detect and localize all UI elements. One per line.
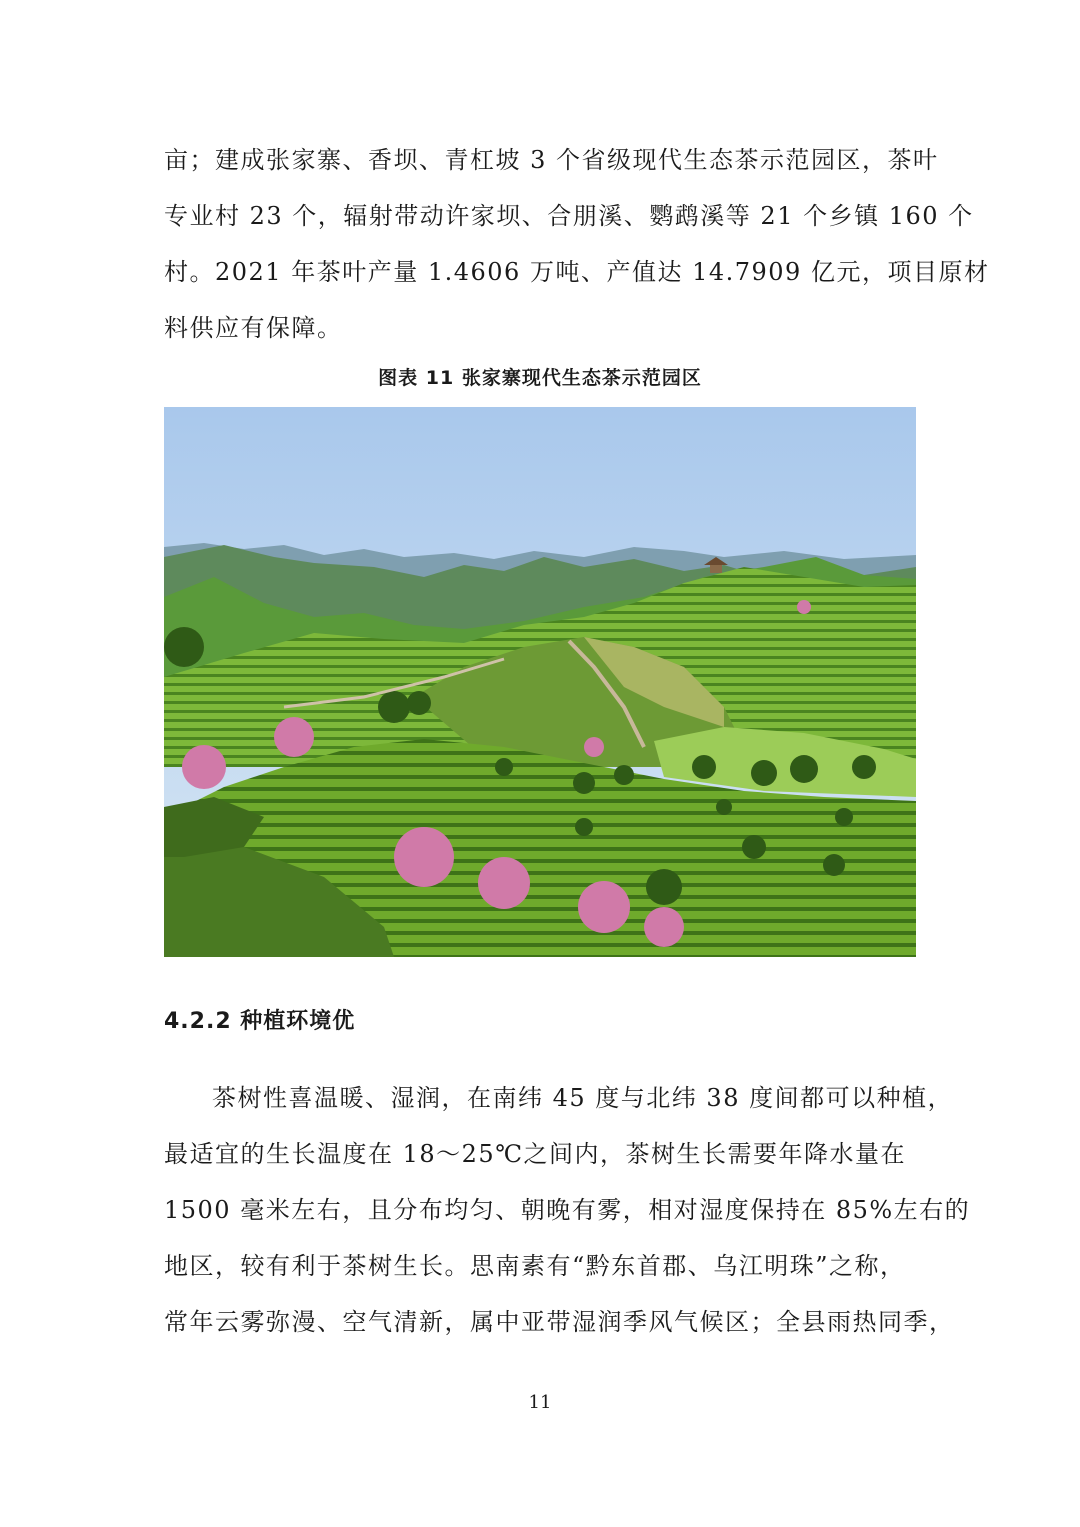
intro-paragraph [164, 132, 990, 356]
paragraph-line: 1500 毫米左右，且分布均匀、朝晚有雾，相对湿度保持在 85%左右的 [164, 1196, 971, 1224]
paragraph-line: 料供应有保障。 [164, 314, 343, 342]
section-paragraph [164, 1070, 971, 1350]
paragraph-line: 专业村 23 个，辐射带动许家坝、合朋溪、鹦鹉溪等 21 个乡镇 160 个 [164, 202, 974, 230]
paragraph-line: 常年云雾弥漫、空气清新，属中亚带湿润季风气候区；全县雨热同季， [164, 1308, 955, 1336]
paragraph-line: 茶树性喜温暖、湿润，在南纬 45 度与北纬 38 度间都可以种植， [212, 1084, 954, 1112]
paragraph-line: 地区，较有利于茶树生长。思南素有“黔东首郡、乌江明珠”之称， [164, 1252, 906, 1280]
figure-caption: 图表 11 张家寨现代生态茶示范园区 [378, 367, 702, 389]
paragraph-line: 亩；建成张家寨、香坝、青杠坡 3 个省级现代生态茶示范园区，茶叶 [164, 146, 939, 174]
page-number: 11 [528, 1392, 552, 1413]
section-heading: 4.2.2 种植环境优 [164, 1009, 356, 1034]
paragraph-line: 最适宜的生长温度在 18～25℃之间内，茶树生长需要年降水量在 [164, 1140, 907, 1168]
tea-garden-photo [164, 407, 916, 957]
paragraph-line: 村。2021 年茶叶产量 1.4606 万吨、产值达 14.7909 亿元，项目原材 [164, 258, 990, 286]
